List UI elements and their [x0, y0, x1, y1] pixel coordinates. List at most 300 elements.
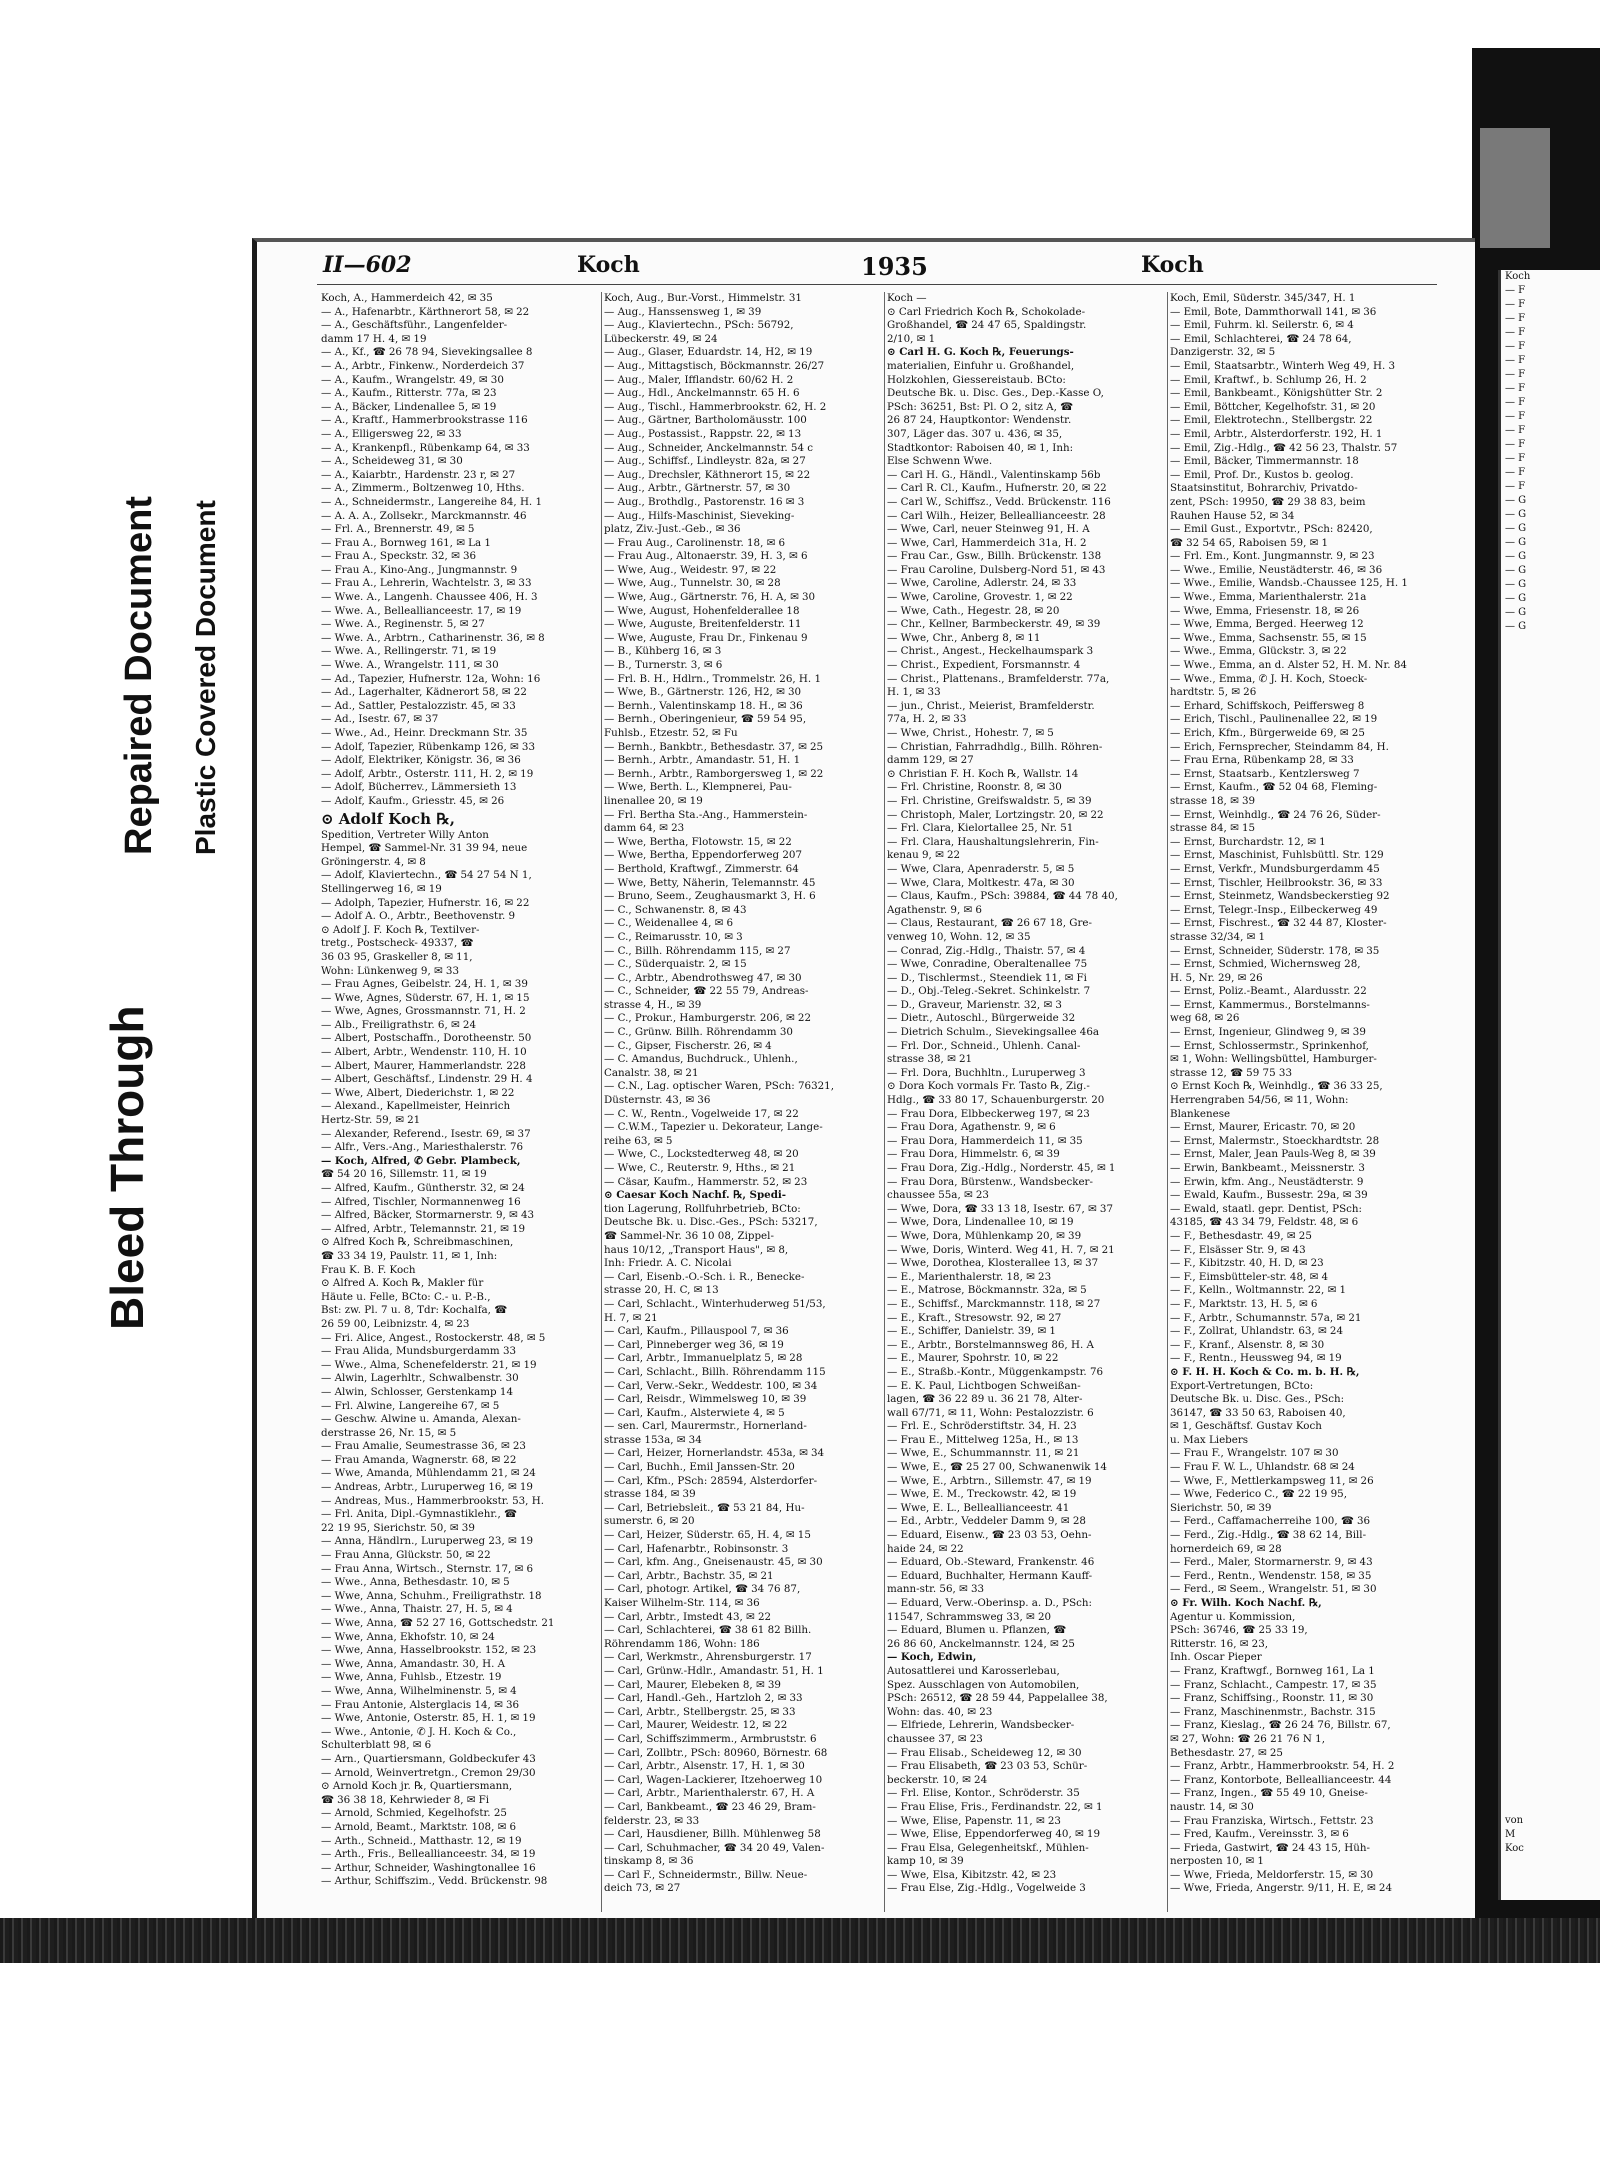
- adjacent-page-fragment: — F: [1505, 453, 1526, 464]
- directory-entry: — Erich, Kfm., Bürgerweide 69, ✉ 25: [1170, 727, 1365, 739]
- directory-column-1: [321, 292, 599, 1912]
- directory-entry: — Wwe, Conradine, Oberaltenallee 75: [887, 958, 1088, 971]
- directory-entry: — B., Kühberg 16, ✉ 3: [604, 645, 722, 658]
- directory-entry: Hdlg., ☎ 33 80 17, Schauenburgerstr. 20: [887, 1094, 1105, 1107]
- directory-entry: — Frau A., Speckstr. 32, ✉ 36: [321, 550, 477, 563]
- directory-entry: — Carl, Arbtr., Alsenstr. 17, H. 1, ✉ 30: [604, 1760, 805, 1773]
- directory-entry: — Frau Franziska, Wirtsch., Fettstr. 23: [1170, 1814, 1374, 1827]
- directory-entry: — Frau Dora, Hammerdeich 11, ✉ 35: [887, 1134, 1083, 1147]
- directory-entry: strasse 20, H. C, ✉ 13: [604, 1284, 719, 1297]
- column-divider: [1167, 292, 1168, 1912]
- directory-entry: — E., Straßb.-Kontr., Müggenkampstr. 76: [887, 1365, 1104, 1378]
- directory-entry: — C. Amandus, Buchdruck., Uhlenh.,: [604, 1053, 798, 1066]
- directory-entry: — Ernst, Fischrest., ☎ 32 44 87, Kloster-: [1170, 917, 1387, 930]
- directory-entry: — Franz, Ingen., ☎ 55 49 10, Gneise-: [1170, 1787, 1368, 1800]
- directory-entry: — F., Elsässer Str. 9, ✉ 43: [1170, 1243, 1306, 1256]
- directory-entry: — D., Obj.-Teleg.-Sekret. Schinkelstr. 7: [887, 985, 1091, 998]
- directory-entry: — Adolf, Bücherrev., Lämmersieth 13: [321, 781, 517, 794]
- adjacent-page-fragment: — F: [1505, 383, 1526, 394]
- directory-entry: — Frau Car., Gsw., Billh. Brückenstr. 138: [887, 550, 1102, 563]
- directory-entry: — Wwe, Aug., Weidestr. 97, ✉ 22: [604, 563, 777, 576]
- directory-entry: — Frau F. W. L., Uhlandstr. 68 ✉ 24: [1170, 1461, 1355, 1474]
- directory-entry: — Carl, Eisenb.-O.-Sch. i. R., Benecke-: [604, 1270, 805, 1283]
- directory-entry: — Ernst, Schmied, Wichernsweg 28,: [1170, 958, 1361, 971]
- directory-entry: — Arthur, Schiffszim., Vedd. Brückenstr. 98: [321, 1875, 548, 1888]
- directory-column-3: [887, 292, 1165, 1912]
- directory-entry: — Wwe, Anna, Hasselbrookstr. 152, ✉ 23: [321, 1644, 537, 1657]
- directory-entry: 22 19 95, Sierichstr. 50, ✉ 39: [321, 1521, 475, 1534]
- directory-entry: zent, PSch: 19950, ☎ 29 38 83, beim: [1170, 495, 1366, 508]
- header-year: 1935: [861, 252, 928, 281]
- directory-entry: — Arn., Quartiersmann, Goldbeckufer 43: [321, 1752, 536, 1765]
- directory-entry: — Alfred, Arbtr., Telemannstr. 21, ✉ 19: [321, 1222, 526, 1235]
- directory-entry: Blankenese: [1170, 1107, 1231, 1120]
- directory-entry: H. 5, Nr. 29, ✉ 26: [1170, 971, 1263, 984]
- directory-entry: Stellingerweg 16, ✉ 19: [321, 882, 442, 895]
- directory-entry: — Wwe, Berth. L., Klempnerei, Pau-: [604, 781, 792, 794]
- directory-entry: — Christ., Angest., Heckelhaumspark 3: [887, 645, 1094, 658]
- directory-entry: H. 1, ✉ 33: [887, 686, 941, 699]
- directory-entry: — Ferd., ✉ Seem., Wrangelstr. 51, ✉ 30: [1170, 1583, 1377, 1596]
- directory-entry: — Ewald, Kaufm., Bussestr. 29a, ✉ 39: [1170, 1189, 1368, 1202]
- directory-entry: — Wwe, C., Lockstedterweg 48, ✉ 20: [604, 1148, 799, 1161]
- firm-entry: ⊙ F. H. H. Koch & Co. m. b. H. ℞,: [1170, 1365, 1360, 1378]
- adjacent-page-fragment: M: [1505, 1829, 1516, 1840]
- directory-entry: Danzigerstr. 32, ✉ 5: [1170, 346, 1276, 359]
- directory-entry: — Wwe, E. M., Treckowstr. 42, ✉ 19: [887, 1488, 1077, 1501]
- directory-entry: 36147, ☎ 33 50 63, Raboisen 40,: [1170, 1406, 1346, 1419]
- directory-entry: ⊙ Adolf J. F. Koch ℞, Textilver-: [321, 923, 480, 936]
- directory-entry: — Ernst, Maler, Jean Pauls-Weg 8, ✉ 39: [1170, 1148, 1376, 1161]
- directory-entry: — Frau Dora, Himmelstr. 6, ✉ 39: [887, 1148, 1060, 1161]
- directory-entry: Staatsinstitut, Bohrarchiv, Privatdo-: [1170, 482, 1358, 495]
- directory-entry: — Eduard, Ob.-Steward, Frankenstr. 46: [887, 1556, 1095, 1569]
- directory-entry: derstrasse 26, Nr. 15, ✉ 5: [321, 1426, 457, 1439]
- directory-entry: — Wwe, August, Hohenfelderallee 18: [604, 604, 800, 617]
- directory-entry: — Aug., Gärtner, Bartholomäusstr. 100: [604, 414, 807, 427]
- directory-entry: — A., Kaufm., Ritterstr. 77a, ✉ 23: [321, 387, 497, 400]
- directory-entry: — Emil, Bäcker, Timmermannstr. 18: [1170, 455, 1359, 468]
- directory-entry: — Wwe. A., Wrangelstr. 111, ✉ 30: [321, 659, 499, 672]
- directory-entry: — Carl, Schlacht., Billh. Röhrendamm 115: [604, 1365, 826, 1378]
- directory-entry: — Carl, Bankbeamt., ☎ 23 46 29, Bram-: [604, 1800, 816, 1813]
- directory-entry: — Wwe, Elsa, Kibitzstr. 42, ✉ 23: [887, 1868, 1057, 1881]
- directory-entry: — Frl. Em., Kont. Jungmannstr. 9, ✉ 23: [1170, 550, 1375, 563]
- directory-entry: — Wwe, Agnes, Süderstr. 67, H. 1, ✉ 15: [321, 991, 530, 1004]
- directory-entry: — sen. Carl, Maurermstr., Hornerland-: [604, 1420, 807, 1433]
- directory-entry: — Carl, Hausdiener, Billh. Mühlenweg 58: [604, 1828, 821, 1841]
- directory-entry: reihe 63, ✉ 5: [604, 1134, 673, 1147]
- directory-entry: — Wwe, Amanda, Mühlendamm 21, ✉ 24: [321, 1467, 536, 1480]
- adjacent-page-fragment: — G: [1505, 579, 1527, 590]
- directory-entry: — Wwe, Clara, Moltkestr. 47a, ✉ 30: [887, 876, 1075, 889]
- directory-entry: — Claus, Restaurant, ☎ 26 67 18, Gre-: [887, 917, 1092, 930]
- directory-entry: — Eduard, Verw.-Oberinsp. a. D., PSch:: [887, 1597, 1092, 1609]
- adjacent-page-fragment: — G: [1505, 565, 1527, 576]
- directory-entry: 11547, Schrammsweg 33, ✉ 20: [887, 1610, 1052, 1623]
- directory-entry: — Wwe, Carl, neuer Steinweg 91, H. A: [887, 523, 1090, 536]
- directory-entry: — Aug., Klaviertechn., PSch: 56792,: [604, 319, 794, 332]
- directory-entry: — Ernst, Kaufm., ☎ 52 04 68, Fleming-: [1170, 781, 1378, 794]
- directory-entry: — Aug., Maler, Ifflandstr. 60/62 H. 2: [604, 373, 794, 386]
- directory-entry: — Carl H. G., Händl., Valentinskamp 56b: [887, 468, 1101, 481]
- directory-entry: — Wwe, Antonie, Osterstr. 85, H. 1, ✉ 19: [321, 1712, 536, 1725]
- directory-entry: — Wwe., Emma, an d. Alster 52, H. M. Nr. 84: [1170, 659, 1407, 672]
- directory-entry: — C., Gipser, Fischerstr. 26, ✉ 4: [604, 1039, 772, 1052]
- directory-entry: Kaiser Wilhelm-Str. 114, ✉ 36: [604, 1597, 760, 1609]
- directory-entry: — Wwe, C., Reuterstr. 9, Hths., ✉ 21: [604, 1162, 796, 1174]
- directory-entry: — Wwe, Federico C., ☎ 22 19 95,: [1170, 1488, 1347, 1501]
- directory-entry: — Franz, Maschinenmstr., Bachstr. 315: [1170, 1705, 1376, 1718]
- directory-entry: — Emil, Bote, Dammthorwall 141, ✉ 36: [1170, 305, 1377, 318]
- header-rule: [317, 284, 1437, 285]
- directory-entry: — Frau Dora, Agathenstr. 9, ✉ 6: [887, 1121, 1056, 1134]
- directory-entry: — F., Zollrat, Uhlandstr. 63, ✉ 24: [1170, 1325, 1343, 1338]
- directory-entry: Hertz-Str. 59, ✉ 21: [321, 1114, 421, 1127]
- directory-entry: — Wwe, Dora, Lindenallee 10, ✉ 19: [887, 1216, 1074, 1229]
- directory-entry: — Wwe, Carl, Hammerdeich 31a, H. 2: [887, 536, 1087, 549]
- directory-entry: — Wwe. A., Arbtrn., Catharinenstr. 36, ✉ 8: [321, 631, 545, 644]
- directory-entry: linenallee 20, ✉ 19: [604, 794, 703, 807]
- directory-entry: ⊙ Christian F. H. Koch ℞, Wallstr. 14: [887, 767, 1079, 780]
- directory-entry: PSch: 26512, ☎ 28 59 44, Pappelallee 38,: [887, 1692, 1108, 1705]
- directory-entry: strasse 38, ✉ 21: [887, 1053, 973, 1066]
- directory-entry: — Aug., Arbtr., Gärtnerstr. 57, ✉ 30: [604, 482, 791, 495]
- directory-entry: — jun., Christ., Meierist, Bramfelderstr.: [887, 699, 1095, 712]
- directory-entry: — Frau Antonie, Alsterglacis 14, ✉ 36: [321, 1698, 520, 1711]
- directory-entry: — Wwe, E., ☎ 25 27 00, Schwanenwik 14: [887, 1461, 1107, 1474]
- directory-entry: — Frau A., Bornweg 161, ✉ La 1: [321, 536, 491, 549]
- directory-entry: Bethesdastr. 27, ✉ 25: [1170, 1746, 1283, 1759]
- directory-entry: — Frau F., Wrangelstr. 107 ✉ 30: [1170, 1447, 1339, 1460]
- directory-entry: — Alfred, Kaufm., Güntherstr. 32, ✉ 24: [321, 1182, 525, 1194]
- directory-entry: felderstr. 23, ✉ 33: [604, 1814, 700, 1827]
- directory-entry: — Frl. Christine, Greifswaldstr. 5, ✉ 39: [887, 794, 1092, 807]
- directory-entry: — Wwe., Emma, ✆ J. H. Koch, Stoeck-: [1170, 672, 1368, 685]
- directory-entry: ⊙ Arnold Koch jr. ℞, Quartiersmann,: [321, 1780, 513, 1793]
- adjacent-page-fragment: — G: [1505, 593, 1527, 604]
- directory-entry: Fuhlsb., Etzestr. 52, ✉ Fu: [604, 727, 738, 739]
- directory-entry: strasse 153a, ✉ 34: [604, 1433, 702, 1446]
- directory-entry: — Frau Anna, Glückstr. 50, ✉ 22: [321, 1549, 491, 1562]
- directory-entry: — Ferd., Rentn., Wendenstr. 158, ✉ 35: [1170, 1569, 1372, 1582]
- directory-entry: — Ferd., Caffamacherreihe 100, ☎ 36: [1170, 1515, 1371, 1528]
- directory-entry: — Geschw. Alwine u. Amanda, Alexan-: [321, 1413, 521, 1426]
- directory-entry: — Andreas, Arbtr., Luruperweg 16, ✉ 19: [321, 1481, 533, 1494]
- adjacent-page-fragment: — F: [1505, 439, 1526, 450]
- directory-entry: — Franz, Kieslag., ☎ 26 24 76, Billstr. 67,: [1170, 1719, 1391, 1732]
- directory-entry: Herrengraben 54/56, ✉ 11, Wohn:: [1170, 1094, 1349, 1107]
- directory-entry: — Aug., Tischl., Hammerbrookstr. 62, H. 2: [604, 400, 827, 413]
- directory-entry: — Bernh., Valentinskamp 18. H., ✉ 36: [604, 699, 803, 712]
- directory-entry: — Anna, Händlrn., Luruperweg 23, ✉ 19: [321, 1535, 534, 1548]
- directory-entry: — Alb., Freiligrathstr. 6, ✉ 24: [321, 1018, 477, 1031]
- directory-entry: Röhrendamm 186, Wohn: 186: [604, 1637, 760, 1650]
- directory-entry: — D., Graveur, Marienstr. 32, ✉ 3: [887, 998, 1062, 1011]
- directory-entry: — Wwe, Anna, Wilhelminenstr. 5, ✉ 4: [321, 1684, 517, 1697]
- directory-entry: wall 67/71, ✉ 11, Wohn: Pestalozzistr. 6: [887, 1406, 1094, 1419]
- directory-entry: — Frau Elise, Fris., Ferdinandstr. 22, ✉ 1: [887, 1800, 1103, 1813]
- directory-entry: — A., Bäcker, Lindenallee 5, ✉ 19: [321, 400, 497, 413]
- page-number: II—602: [323, 252, 412, 278]
- directory-entry: — Frau Amanda, Wagnerstr. 68, ✉ 22: [321, 1453, 517, 1466]
- directory-entry: — Bernh., Arbtr., Amandastr. 51, H. 1: [604, 754, 801, 767]
- directory-entry: — B., Turnerstr. 3, ✉ 6: [604, 659, 723, 672]
- directory-entry: — E., Marienthalerstr. 18, ✉ 23: [887, 1270, 1052, 1283]
- directory-entry: — F., Eimsbütteler-str. 48, ✉ 4: [1170, 1270, 1329, 1283]
- directory-entry: beckerstr. 10, ✉ 24: [887, 1773, 988, 1786]
- directory-entry: — Wwe, Anna, Ekhofstr. 10, ✉ 24: [321, 1630, 495, 1643]
- directory-entry: — Wwe, Emma, Berged. Heerweg 12: [1170, 618, 1364, 631]
- directory-entry: — Arth., Schneid., Matthastr. 12, ✉ 19: [321, 1834, 522, 1847]
- directory-entry: — Wwe., Emilie, Wandsb.-Chaussee 125, H. 1: [1170, 577, 1408, 590]
- directory-entry: — Carl, kfm. Ang., Gneisenaustr. 45, ✉ 30: [604, 1556, 823, 1569]
- directory-entry: — Aug., Drechsler, Käthnerort 15, ✉ 22: [604, 468, 811, 481]
- directory-entry: — Wwe, Auguste, Breitenfelderstr. 11: [604, 618, 802, 631]
- directory-entry: ✉ 1, Wohn: Wellingsbüttel, Hamburger-: [1170, 1053, 1377, 1066]
- directory-entry: — Ernst, Steinmetz, Wandsbeckerstieg 92: [1170, 890, 1390, 903]
- spacer: [1505, 634, 1600, 1814]
- directory-entry: — Carl, Hafenarbtr., Robinsonstr. 3: [604, 1542, 789, 1555]
- adjacent-page-fragment: — F: [1505, 285, 1526, 296]
- directory-entry: — Christ., Expedient, Forsmannstr. 4: [887, 659, 1081, 672]
- directory-entry: ⊙ Alfred Koch ℞, Schreibmaschinen,: [321, 1236, 514, 1249]
- directory-entry: — Ernst, Burchardstr. 12, ✉ 1: [1170, 835, 1326, 848]
- directory-entry: ⊙ Dora Koch vormals Fr. Tasto ℞, Zig.-: [887, 1080, 1090, 1093]
- directory-entry: strasse 4, H., ✉ 39: [604, 998, 702, 1011]
- directory-entry: — F., Rentn., Heussweg 94, ✉ 19: [1170, 1352, 1342, 1365]
- directory-entry: — Erich, Tischl., Paulinenallee 22, ✉ 19: [1170, 713, 1378, 726]
- firm-entry: ⊙ Caesar Koch Nachf. ℞, Spedi-: [604, 1189, 787, 1202]
- directory-entry: ✉ 27, Wohn: ☎ 26 21 76 N 1,: [1170, 1732, 1325, 1745]
- directory-entry: — Frau A., Kino-Ang., Jungmannstr. 9: [321, 563, 518, 576]
- directory-entry: — Wwe, Albert, Diederichstr. 1, ✉ 22: [321, 1086, 515, 1099]
- directory-entry: — Franz, Kraftwgf., Bornweg 161, La 1: [1170, 1664, 1375, 1677]
- directory-entry: — C., Schneider, ☎ 22 55 79, Andreas-: [604, 985, 809, 998]
- directory-entry: — Wwe, Cath., Hegestr. 28, ✉ 20: [887, 604, 1060, 617]
- directory-entry: — F., Kelln., Woltmannstr. 22, ✉ 1: [1170, 1284, 1347, 1297]
- directory-entry: — Emil, Fuhrm. kl. Seilerstr. 6, ✉ 4: [1170, 319, 1354, 332]
- directory-entry: — Carl, Arbtr., Imstedt 43, ✉ 22: [604, 1610, 772, 1623]
- directory-entry: — A., Kraftf., Hammerbrookstrasse 116: [321, 414, 528, 427]
- directory-entry: — Arthur, Schneider, Washingtonallee 16: [321, 1861, 536, 1874]
- directory-entry: — Wwe, B., Gärtnerstr. 126, H2, ✉ 30: [604, 686, 802, 699]
- directory-entry: — C., Schwanenstr. 8, ✉ 43: [604, 903, 747, 916]
- directory-entry: haus 10/12, „Transport Haus", ✉ 8,: [604, 1243, 789, 1256]
- directory-entry: — Wwe, Elise, Papenstr. 11, ✉ 23: [887, 1814, 1061, 1827]
- directory-entry: — Alwin, Schlosser, Gerstenkamp 14: [321, 1385, 514, 1398]
- directory-entry: — Ernst, Schneider, Süderstr. 178, ✉ 35: [1170, 944, 1380, 957]
- directory-entry: — Wwe., Anna, Bethesdastr. 10, ✉ 5: [321, 1576, 510, 1589]
- firm-entry: ⊙ Carl H. G. Koch ℞, Feuerungs-: [887, 346, 1074, 359]
- directory-entry: — Aug., Hilfs-Maschinist, Sieveking-: [604, 509, 795, 522]
- directory-entry: — C., Weidenallee 4, ✉ 6: [604, 917, 734, 930]
- directory-entry: — Christ., Plattenans., Bramfelderstr. 77a,: [887, 672, 1110, 685]
- directory-entry: — Carl, Reisdr., Wimmelsweg 10, ✉ 39: [604, 1393, 807, 1406]
- directory-entry: — Arnold, Beamt., Marktstr. 108, ✉ 6: [321, 1820, 517, 1833]
- directory-entry: — Carl, Maurer, Elebeken 8, ✉ 39: [604, 1678, 781, 1691]
- directory-entry: — Wwe, Dora, ☎ 33 13 18, Isestr. 67, ✉ 37: [887, 1202, 1114, 1215]
- directory-entry: — Aug., Schneider, Anckelmannstr. 54 c: [604, 441, 814, 454]
- directory-entry: — Wwe, E. L., Belleallianceestr. 41: [887, 1501, 1070, 1514]
- adjacent-page-fragment: — G: [1505, 509, 1527, 520]
- directory-entry: — C.W.M., Tapezier u. Dekorateur, Lange-: [604, 1121, 823, 1134]
- adjacent-page-fragment: — F: [1505, 299, 1526, 310]
- directory-entry: — Franz, Kontorbote, Belleallianceestr. 44: [1170, 1773, 1392, 1786]
- directory-entry: — Emil, Elektrotechn., Stellbergstr. 22: [1170, 414, 1373, 427]
- directory-entry: — A., Hafenarbtr., Kärthnerort 58, ✉ 22: [321, 305, 530, 318]
- directory-entry: — Erwin, Bankbeamt., Meissnerstr. 3: [1170, 1162, 1365, 1174]
- directory-entry: — Frau Elisab., Scheideweg 12, ✉ 30: [887, 1746, 1082, 1759]
- directory-entry: damm 129, ✉ 27: [887, 754, 974, 767]
- directory-entry: — Frl. Clara, Kielortallee 25, Nr. 51: [887, 822, 1074, 835]
- directory-entry: — Christoph, Maler, Lortzingstr. 20, ✉ 22: [887, 808, 1104, 821]
- adjacent-page-fragment: Koch: [1505, 271, 1531, 282]
- directory-entry: — Ernst, Schlossermstr., Sprinkenhof,: [1170, 1039, 1369, 1052]
- directory-entry: — Wwe, F., Mettlerkampsweg 11, ✉ 26: [1170, 1474, 1374, 1487]
- directory-entry: — Carl, Kfm., PSch: 28594, Alsterdorfer-: [604, 1474, 818, 1487]
- directory-entry: — Albert, Geschäftsf., Lindenstr. 29 H. 4: [321, 1073, 533, 1086]
- directory-entry: — Aug., Hdl., Anckelmannstr. 65 H. 6: [604, 387, 800, 400]
- adjacent-page-edge: [1498, 270, 1600, 1900]
- directory-entry: — Claus, Kaufm., PSch: 39884, ☎ 44 78 40,: [887, 890, 1118, 903]
- directory-entry: — Wwe, E., Arbtrn., Sillemstr. 47, ✉ 19: [887, 1474, 1092, 1487]
- directory-entry: — Ewald, staatl. gepr. Dentist, PSch:: [1170, 1202, 1362, 1215]
- directory-entry: — Emil, Schlachterei, ☎ 24 78 64,: [1170, 332, 1352, 345]
- directory-entry: — Bernh., Oberingenieur, ☎ 59 54 95,: [604, 713, 807, 726]
- directory-entry: ☎ Sammel-Nr. 36 10 08, Zippel-: [604, 1229, 774, 1242]
- directory-entry: — Ferd., Zig.-Hdlg., ☎ 38 62 14, Bill-: [1170, 1529, 1367, 1542]
- directory-entry: haide 24, ✉ 22: [887, 1542, 964, 1555]
- directory-entry: — C., Billh. Röhrendamm 115, ✉ 27: [604, 944, 791, 957]
- directory-entry: — Ernst, Poliz.-Beamt., Alardusstr. 22: [1170, 985, 1367, 998]
- directory-entry: — Wwe, Anna, Schuhm., Freiligrathstr. 18: [321, 1589, 542, 1602]
- directory-entry: — Frau Else, Zig.-Hdlg., Vogelweide 3: [887, 1882, 1086, 1895]
- directory-entry: — Frau A., Lehrerin, Wachtelstr. 3, ✉ 33: [321, 577, 532, 590]
- directory-entry: — Emil Gust., Exportvtr., PSch: 82420,: [1170, 523, 1373, 536]
- directory-entry: strasse 12, ☎ 59 75 33: [1170, 1066, 1293, 1079]
- directory-entry: — E., Matrose, Böckmannstr. 32a, ✉ 5: [887, 1284, 1087, 1297]
- directory-entry: — Frau Alida, Mundsburgerdamm 33: [321, 1345, 517, 1358]
- directory-entry: — Eduard, Blumen u. Pflanzen, ☎: [887, 1624, 1067, 1637]
- directory-entry: tion Lagerung, Rollfuhrbetrieb, BCto:: [604, 1202, 801, 1215]
- adjacent-page-fragment: — G: [1505, 523, 1527, 534]
- directory-entry: — Wwe., Emma, Marienthalerstr. 21a: [1170, 591, 1367, 604]
- directory-entry: Lübeckerstr. 49, ✉ 24: [604, 332, 718, 345]
- directory-entry: — A., Arbtr., Finkenw., Norderdeich 37: [321, 359, 525, 372]
- directory-entry: — D., Tischlermst., Steendiek 11, ✉ Fi: [887, 971, 1087, 984]
- directory-entry: damm 64, ✉ 23: [604, 822, 685, 835]
- directory-entry: Gröningerstr. 4, ✉ 8: [321, 855, 426, 868]
- directory-entry: — A., Schneidermstr., Langereihe 84, H. 1: [321, 495, 543, 508]
- directory-entry: strasse 84, ✉ 15: [1170, 822, 1256, 835]
- directory-entry: — Frau E., Mittelweg 125a, H., ✉ 13: [887, 1433, 1079, 1446]
- directory-entry: — Frl. Elise, Kontor., Schröderstr. 35: [887, 1787, 1080, 1800]
- directory-entry: — Ernst, Weinhdlg., ☎ 24 76 26, Süder-: [1170, 808, 1381, 821]
- directory-entry: — Erhard, Schiffskoch, Peiffersweg 8: [1170, 699, 1365, 712]
- adjacent-page-fragment: — F: [1505, 425, 1526, 436]
- directory-entry: — Albert, Maurer, Hammerlandstr. 228: [321, 1059, 526, 1072]
- directory-entry: ☎ 36 38 18, Kehrwieder 8, ✉ Fi: [321, 1793, 490, 1806]
- directory-entry: — F., Kranf., Alsenstr. 8, ✉ 30: [1170, 1338, 1325, 1351]
- directory-entry: mann-str. 56, ✉ 33: [887, 1583, 985, 1596]
- directory-entry: — Wwe, E., Schummannstr. 11, ✉ 21: [887, 1447, 1080, 1460]
- directory-entry: — Carl, Verw.-Sekr., Weddestr. 100, ✉ 34: [604, 1379, 818, 1392]
- directory-entry: — Frau Dora, Elbbeckerweg 197, ✉ 23: [887, 1107, 1090, 1120]
- repaired-document-label: Repaired Document: [118, 496, 160, 855]
- directory-entry: materialien, Einfuhr u. Großhandel,: [887, 359, 1075, 372]
- directory-entry: — E., Schiffsf., Marckmannstr. 118, ✉ 27: [887, 1297, 1101, 1310]
- directory-entry: — Aug., Hanssensweg 1, ✉ 39: [604, 305, 762, 318]
- directory-entry: — Franz, Schiffsing., Roonstr. 11, ✉ 30: [1170, 1692, 1374, 1705]
- adjacent-page-fragment: — F: [1505, 313, 1526, 324]
- directory-entry: — Carl, Zollbtr., PSch: 80960, Börnestr. 68: [604, 1746, 828, 1759]
- directory-entry: — Carl, Schlachterei, ☎ 38 61 82 Billh.: [604, 1624, 812, 1637]
- adjacent-page-fragment: — F: [1505, 481, 1526, 492]
- directory-entry: — Frieda, Gastwirt, ☎ 24 43 15, Hüh-: [1170, 1841, 1371, 1854]
- directory-entry: — Dietrich Schulm., Sievekingsallee 46a: [887, 1026, 1100, 1039]
- directory-entry: — Ernst, Verkfr., Mundsburgerdamm 45: [1170, 862, 1380, 875]
- directory-entry: 307, Läger das. 307 u. 436, ✉ 35,: [887, 427, 1063, 440]
- directory-entry: — C. W., Rentn., Vogelweide 17, ✉ 22: [604, 1107, 799, 1120]
- firm-entry: — Koch, Alfred, ✆ Gebr. Plambeck,: [321, 1154, 521, 1167]
- directory-entry: strasse 32/34, ✉ 1: [1170, 930, 1266, 943]
- directory-entry: — Wwe, Caroline, Adlerstr. 24, ✉ 33: [887, 577, 1077, 590]
- directory-entry: — F., Kibitzstr. 40, H. D, ✉ 23: [1170, 1257, 1324, 1270]
- firm-entry: — Koch, Edwin,: [887, 1651, 977, 1664]
- directory-entry: — Erich, Fernsprecher, Steindamm 84, H.: [1170, 740, 1389, 753]
- directory-entry: — Wwe, Christ., Hohestr. 7, ✉ 5: [887, 727, 1054, 739]
- directory-entry: ☎ 32 54 65, Raboisen 59, ✉ 1: [1170, 536, 1329, 549]
- directory-entry: Inh. Oscar Pieper: [1170, 1651, 1262, 1664]
- directory-entry: u. Max Liebers: [1170, 1433, 1249, 1446]
- directory-entry: — Frau Aug., Carolinenstr. 18, ✉ 6: [604, 536, 786, 549]
- adjacent-page-fragment: von: [1505, 1815, 1524, 1826]
- directory-entry: — Wwe, Elise, Eppendorferweg 40, ✉ 19: [887, 1828, 1101, 1841]
- directory-entry: — F., Bethesdastr. 49, ✉ 25: [1170, 1229, 1312, 1242]
- directory-entry: tretg., Postscheck- 49337, ☎: [321, 937, 474, 950]
- directory-entry: — Carl, Maurer, Weidestr. 12, ✉ 22: [604, 1719, 788, 1732]
- directory-entry: — Ernst, Maurer, Ericastr. 70, ✉ 20: [1170, 1121, 1356, 1134]
- directory-entry: — Carl, Schiffszimmerm., Armbruststr. 6: [604, 1732, 817, 1745]
- directory-entry: — Ernst, Malermstr., Stoeckhardtstr. 28: [1170, 1134, 1380, 1147]
- directory-entry: — Erwin, kfm. Ang., Neustädterstr. 9: [1170, 1175, 1364, 1188]
- directory-entry: Deutsche Bk. u. Disc.-Ges., PSch: 53217,: [604, 1216, 818, 1229]
- directory-entry: — C., Süderquaistr. 2, ✉ 15: [604, 958, 747, 971]
- directory-entry: — Wwe, Bertha, Flotowstr. 15, ✉ 22: [604, 835, 792, 848]
- directory-entry: Bst: zw. Pl. 7 u. 8, Tdr: Kochalfa, ☎: [321, 1304, 508, 1317]
- directory-entry: — Carl, Kaufm., Alsterwiete 4, ✉ 5: [604, 1406, 785, 1419]
- directory-entry: Agentur u. Kommission,: [1170, 1610, 1296, 1623]
- plastic-covered-label: Plastic Covered Document: [190, 500, 221, 855]
- directory-entry: Häute u. Felle, BCto: C.- u. P.-B.,: [321, 1290, 491, 1303]
- column-divider: [601, 292, 602, 1912]
- directory-entry: — Ad., Sattler, Pestalozzistr. 45, ✉ 33: [321, 699, 516, 712]
- directory-entry: — Albert, Arbtr., Wendenstr. 110, H. 10: [321, 1046, 527, 1059]
- directory-entry: — Carl, Schlacht., Winterhuderweg 51/53,: [604, 1297, 826, 1310]
- directory-entry: Spedition, Vertreter Willy Anton: [321, 828, 489, 841]
- directory-entry: venweg 10, Wohn. 12, ✉ 35: [887, 930, 1031, 943]
- directory-entry: — Carl, Schuhmacher, ☎ 34 20 49, Valen-: [604, 1841, 825, 1854]
- directory-entry: — Carl, Arbtr., Bachstr. 35, ✉ 21: [604, 1569, 774, 1582]
- adjacent-page-fragment: — G: [1505, 621, 1527, 632]
- directory-entry: — Wwe. A., Reginenstr. 5, ✉ 27: [321, 618, 485, 631]
- directory-entry: — Wwe, Bertha, Eppendorferweg 207: [604, 849, 803, 862]
- directory-entry: Hempel, ☎ Sammel-Nr. 31 39 94, neue: [321, 842, 528, 855]
- directory-entry: — Wwe, Chr., Anberg 8, ✉ 11: [887, 631, 1041, 644]
- adjacent-page-fragment: Koc: [1505, 1843, 1524, 1854]
- directory-entry: — Ernst, Ingenieur, Glindweg 9, ✉ 39: [1170, 1026, 1366, 1039]
